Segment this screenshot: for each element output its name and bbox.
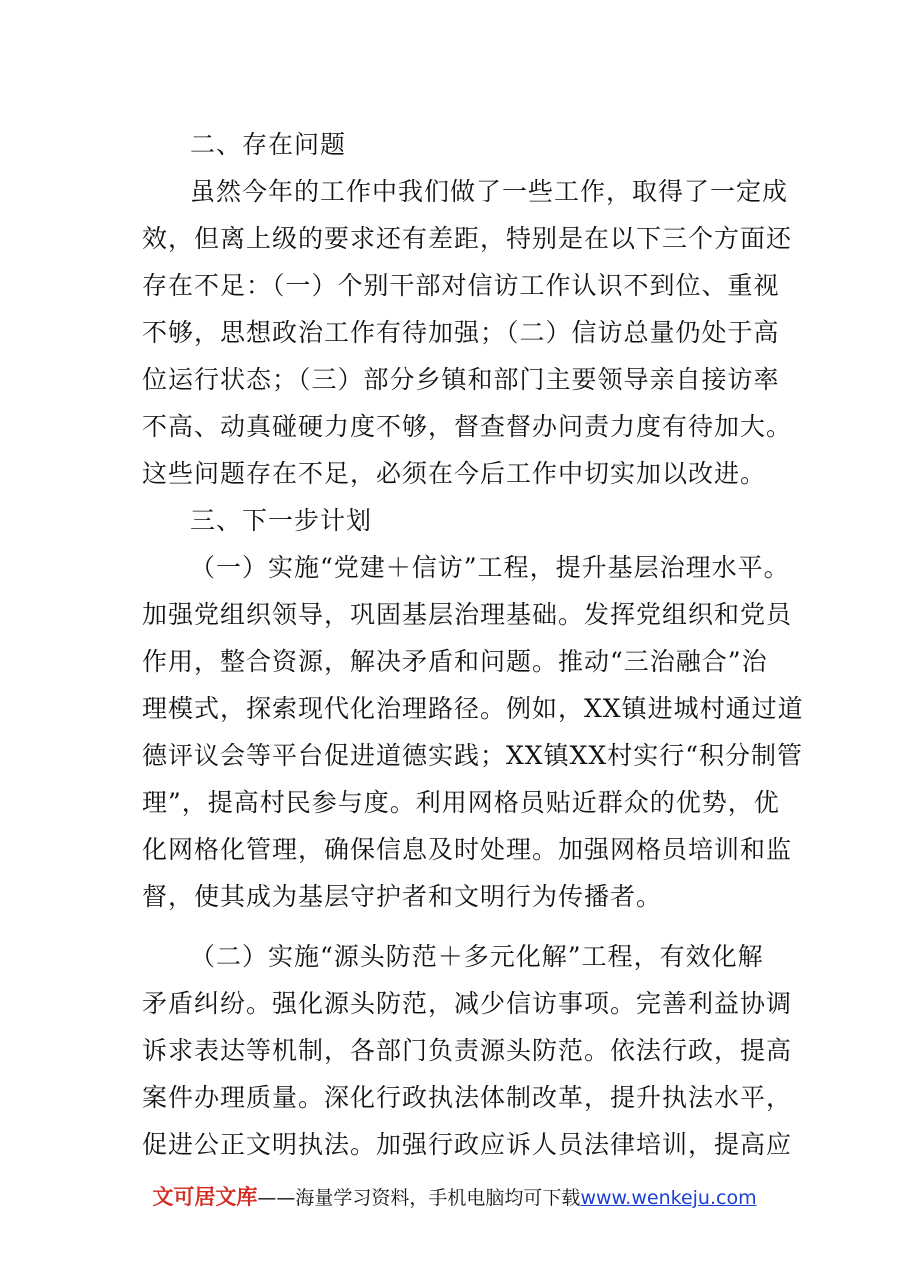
paragraph-line: 促进公正文明执法。加强行政应诉人员法律培训，提高应	[142, 1130, 793, 1159]
paragraph-line: 德评议会等平台促进道德实践；XX镇XX村实行“积分制管	[142, 741, 803, 770]
paragraph-line: 化网格化管理，确保信息及时处理。加强网格员培训和监	[142, 835, 793, 864]
footer-slogan: ——海量学习资料，手机电脑均可下载	[257, 1187, 581, 1209]
paragraph-line: 诉求表达等机制，各部门负责源头防范。依法行政，提高	[142, 1036, 793, 1065]
paragraph-line: 理模式，探索现代化治理路径。例如，XX镇进城村通过道	[142, 694, 804, 723]
paragraph-line: （一）实施“党建＋信访”工程，提升基层治理水平。	[190, 553, 790, 582]
paragraph-line: 不够，思想政治工作有待加强；（二）信访总量仍处于高	[142, 318, 780, 347]
paragraph-line: 位运行状态；（三）部分乡镇和部门主要领导亲自接访率	[142, 365, 780, 394]
paragraph-line: 矛盾纠纷。强化源头防范，减少信访事项。完善利益协调	[142, 989, 793, 1018]
paragraph-line: 这些问题存在不足，必须在今后工作中切实加以改进。	[142, 459, 767, 488]
paragraph-line: 督，使其成为基层守护者和文明行为传播者。	[142, 882, 663, 911]
brand-name: 文可居文库	[152, 1185, 258, 1209]
paragraph-line: 作用，整合资源，解决矛盾和问题。推动“三治融合”治	[142, 647, 768, 676]
paragraph-line: 案件办理质量。深化行政执法体制改革，提升执法水平，	[142, 1083, 793, 1112]
paragraph-line: 理”，提高村民参与度。利用网格员贴近群众的优势，优	[142, 788, 780, 817]
paragraph-line: 虽然今年的工作中我们做了一些工作，取得了一定成	[190, 177, 789, 206]
paragraph-line: 不高、动真碰硬力度不够，督查督办问责力度有待加大。	[142, 412, 793, 441]
paragraph-line: 存在不足：（一）个别干部对信访工作认识不到位、重视	[142, 271, 780, 300]
paragraph-line: 效，但离上级的要求还有差距，特别是在以下三个方面还	[142, 224, 793, 253]
section-heading-problems: 二、存在问题	[190, 130, 347, 159]
website-link[interactable]: www.wenkeju.com	[580, 1187, 757, 1209]
paragraph-line: （二）实施“源头防范＋多元化解”工程，有效化解	[190, 942, 764, 971]
paragraph-line: 加强党组织领导，巩固基层治理基础。发挥党组织和党员	[142, 600, 793, 629]
section-heading-next-steps: 三、下一步计划	[190, 506, 373, 535]
footer-banner	[0, 1180, 909, 1214]
